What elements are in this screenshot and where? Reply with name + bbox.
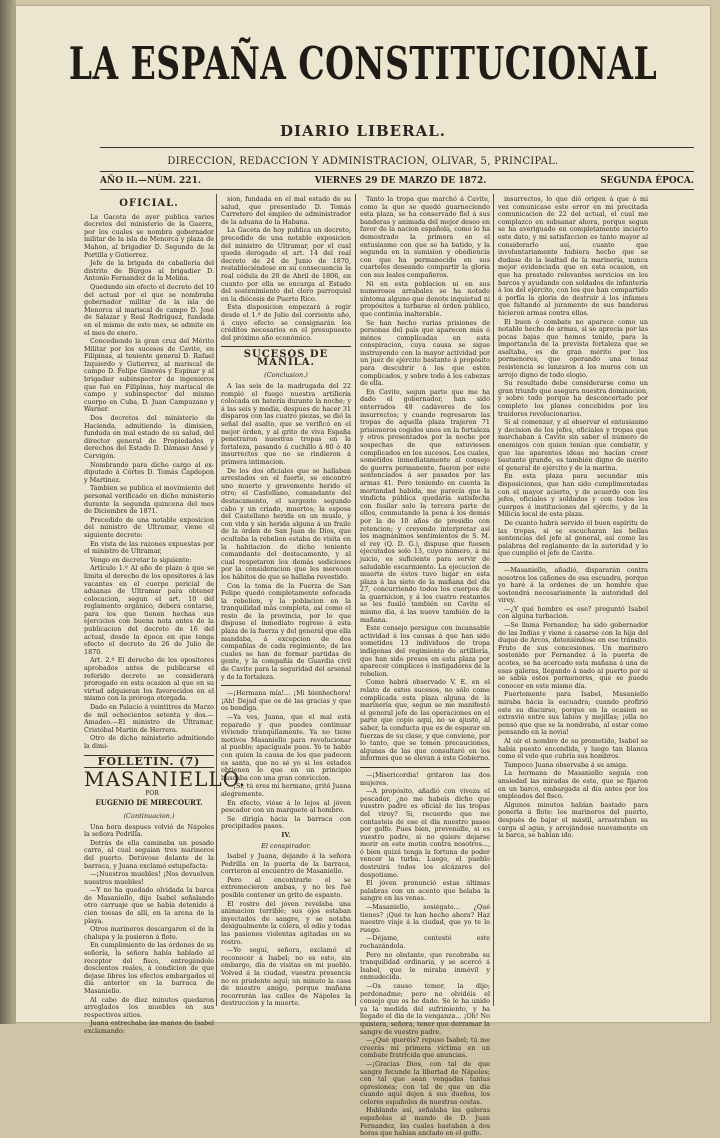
paragraph: La Gaceta de hoy publica un decreto, precedido de una notable exposicion del ministro de Ultramar, por el cual queda derogado el art. 14 del real decreto de 24 de Junio de 1870, restableciéndose en su consecuencia la real cédula de 20 de Abril de 1806, en cuanto por ella se encarga al Estado del sostenimiento del clero parroquial en la diócesis de Puerto Rico. xyxy=(221,226,351,303)
paragraph: Art. 2.º El derecho de los opositores aprobados antes de publicarse el referido decreto se considerará prorogado en esta ocasion al que en su virtud adquieran los favorecidos en el mismo con la próroga otorgada. xyxy=(84,656,214,703)
paragraph: El buen ó combate no aparece como un notable hecho de armas, si se aprecia por las pocas bajas que hemos tenido, para la importancia de la prevista fortaleza que se asaltaba, es de gran mérito por los pormenores, que operando una tenaz resistencia se lanzaron á los muros con un arrojo digno de todo elogio. xyxy=(498,317,648,379)
folletin-banner xyxy=(84,755,214,769)
paragraph: —¿Qué queréis? repuso Isabel; tú me creerás mi primera víctima en un combate fratricida que anuncias. xyxy=(360,1036,490,1060)
paragraph: Al cabo de diez minutos quedaron arreglados los muebles en sus respectivos sitios. xyxy=(84,995,214,1019)
folletin-label: FOLLETIN. xyxy=(97,754,175,768)
column-4 xyxy=(498,196,648,1008)
paragraph: Algunos minutos habían bastado para ponerla á flote: los marineros del puerto, después de bajar el mástil, arrastraban su carga al agua, y arrojándose nuevamente en la barca, se habían ido. xyxy=(498,800,648,840)
paragraph: Hablando así, señalaba las galeras españolas al mando de D. Juan Fernandez, las cuales bastaban á dos horas que habían anclado en el golfo. xyxy=(360,1106,490,1138)
paragraph: Detrás de ella caminaba un pesado carro, al cual seguian tres marineros del puerto. Detúvose delante de la barraca, y Juana exclamó estupefacta: xyxy=(84,838,214,870)
paragraph: La Gaceta de ayer publica varios decretos del ministerio de la Guerra, por los cuales se nombra gobernador militar de la isla de Menorca y plaza de Mahon, al brigadier D. Segundo de la Portilla y Gutierrez. xyxy=(84,212,214,259)
paragraph: Como habrá observado V. E. en el relato de estos sucesos, no sólo como complicada esta plaza alguna de la marinería que, segun se me manifestó el general jefe de las operaciones en el parte que copio aquí, no se ajustó, al saber, la conducta que es de esperar en fuerzas de su clase, y que conviene, por lo tanto, que se tomen precauciones, algunas de las que consultaré en los informes que se elevan á este Gobierno. xyxy=(360,678,490,763)
dateline xyxy=(100,176,694,186)
paragraph: Si al comenzar, y al observar el entusiasmo y decision de los jefes, oficiales y tropas que marchaban á Cavite sin saber el número de enemigos con quien tenían que combatir, y que las aparentes ideas me hacían creer bastante grande, es también digno de mérito el general de ejército y de la marina. xyxy=(498,418,648,472)
serial-continuation: (Continuacion.) xyxy=(123,811,175,820)
paragraph: Isabel y Juana, dejando á la señora Pedrilla en la puerta de la barraca, corrieron al encuentro de Masaniello. xyxy=(221,852,351,876)
paragraph: En vista de las razones expuestas por el ministro de Ultramar, xyxy=(84,539,214,556)
paragraph: —¡Gracias Dios, con tal de que sangre fecunde la libertad de Nápoles; con tal que sean vengadas tantas opresiones; con tal de que un día cuando aquí dejen á sus dueños, los colores españoles de nuestras costas. xyxy=(360,1059,490,1106)
paragraph: —¡Misericordia! gritaron las dos mujeres. xyxy=(360,770,490,787)
book-spine xyxy=(0,0,16,1024)
paragraph: Se han hecho varias prisiones de personas del país que aparecen más ó ménos complicadas en esta conspiracion, cuya causa se sigue instruyendo con la mayor actividad por un juez de ejército bastante á propósito para descubrir á los que estén complicados, y sobre todo á los cabezas de ella. xyxy=(360,318,490,388)
divider xyxy=(498,562,648,563)
column-1 xyxy=(84,196,247,1035)
paragraph: —Os causo temor, la dijo; perdonadme; pero no olvidéis el consejo que os he dado. Se le ha unido ya la medida del sufrimiento, y ha llegado el dia de la venganza... ¡Oh! No quisiera, señora, tener que derramar la sangre de vuestro padre. xyxy=(360,981,490,1036)
paragraph: Con la toma de la Fuerza de San Felipe quedó completamente sofocada la rebelion, y la poblacion en la tranquilidad más completa, así como el resto de la provincia, por lo que dispuse el inmediato regreso á esta plaza de la fuerza y del general que ella mandaba, á excepcion de dos compañías de cada regimiento, de las cuales se han de formar partidas de gente, y la compañía de Guardia civil de Cavite para la seguridad del arsenal y de la fortaleza. xyxy=(221,581,351,681)
paragraph: Tambien se publica el movimiento del personal verificado en dicho ministerio durante la segunda quincena del mes de Diciembre de 1871. xyxy=(84,484,214,516)
column-3 xyxy=(360,195,490,1138)
divider xyxy=(221,685,351,686)
paragraph: Tanto la tropa que marchó á Cavite, como la que se quedó guarneciendo esta plaza, se ha conservado fiel á sus banderas y animada del mejor deseo en favor de la nacion española, como lo ha demostrado la primera en el entusiasmo con que se ha batido, y la segunda en la sumision y obediencia con que ha permanecido en sus cuarteles deseando compartir la gloria con sus leales compañeros. xyxy=(360,195,490,279)
issue-epoch: SEGUNDA ÉPOCA. xyxy=(600,176,694,186)
paragraph: A las seis de la madrugada del 22 rompió el fuego nuestra artillería colocada en batería durante la noche; y á las seis y media, despues de hacer 31 disparos con las cuatro piezas, se dió la señal del asalto, que se verificó en el mejor órden, y al grito de viva España penetraron nuestras tropas en la fortaleza, pasando á cuchillo á 80 ó 40 insurrectos que no se rindieron á primera intimacion. xyxy=(221,382,351,466)
paragraph: Se dirigía hácia la barraca con precipitados pasos. xyxy=(221,814,351,831)
paragraph: —Se llama Fernandez; ha sido gobernador de las Indias y viene á casarse con la hija del duque de Arcos, deteniéndose en ese tránsito. Fruto de sus concesiones. Un marinero sostenido por Fernandez á la puerta de acotes, se ha acercado esta mañana á una de esas galeras, llegando á nado al puerto por si se sabía estos pormenores, que se puede conocer en este mismo día. xyxy=(498,621,648,690)
column-rule xyxy=(216,194,217,1006)
paragraph: Al oír el nombre de su prometido, Isabel se había puesto encendida, y luego tan blanca como el velo que cubría sus hombros. xyxy=(498,736,648,761)
paragraph: En esta plaza para secundar mis disposiciones, que han sido cumplimentadas con el mayor acierto, y de acuerdo con los jefes, oficiales y soldados y con todos los cuerpos é instituciones del ejército, y de la Milicia local de esta plaza. xyxy=(498,472,648,519)
paragraph: Ni en esta poblacion ni en sus numerosos arrabales se ha notado síntoma alguno que denote inquietud ni propósitos á turbarse el órden público, que continúa inalterable. xyxy=(360,279,490,318)
paragraph: Artículo 1.º Al año de plazo á que se limita el derecho de los opositores á las vacantes en el cuerpo pericial de aduanas de Ultramar para obtener colocacion, segun el art. 10 del reglamento orgánico, deberá contarse, para los que tienen hechas sus ejercicios con buena nota antes de la publicacion del decreto de 16 del actual, desde la época en que tenga efecto el decreto de 26 de Julio de 1870. xyxy=(84,564,214,656)
paragraph: Precedido de una notable exposicion del ministro de Ultramar, viene el siguiente decreto: xyxy=(84,515,214,539)
divider xyxy=(100,189,694,190)
paragraph: Pero al encontrarle el se extremecieron ambas, y no les fué posible contener un grito de espanto. xyxy=(221,875,351,900)
paragraph: —Yo seguí, señora, exclamó al reconocer á Isabel; no es esto, sin embargo, día de visitas en mi pueblo. Volved á la ciudad, vuestra presencia no es prudente aquí; un minuto la casa de nuestro amigo, porque mañana recorrerán las calles de Nápoles la destruccion y la muerte. xyxy=(221,946,351,1008)
serial-author: EUGENIO DE MIRECOURT. xyxy=(95,798,203,808)
divider xyxy=(100,147,694,148)
chapter-title: El conspirador. xyxy=(261,841,311,850)
paragraph: Juana estrechaba las manos de Isabel exclamando: xyxy=(84,1019,214,1035)
issue-number: AÑO II.—NÚM. 221. xyxy=(100,176,201,186)
paragraph: Una hora despues volvió de Nápoles la señora Pedrilla. xyxy=(84,822,214,839)
paragraph: Concediendo la gran cruz del Mérito Militar por los sucesos de Cavite, en Filipinas, al teniente general D. Rafael Izquierdo y Gutierrez, al mariscal de campo D. Felipe Ginovés y Espinar y al brigadier subinspector de ingenieros que fué en Filipinas, hoy mariscal de campo y subinspector del mismo cuerpo en Cuba, D. Juan Campuzano y Warner. xyxy=(84,337,214,414)
paragraph: —¡Nuestros muebles! ¡Nos devuelven nuestros muebles! xyxy=(84,870,214,886)
column-rule xyxy=(493,194,494,1006)
paragraph: Quedando sin efecto el decreto del 10 del actual por el que se nombraba gobernador militar de la isla de Menorca al mariscal de campo D. José de Salazar y Real Rodríguez, fundada en el mismo de este mes, se admite en el mes de enero. xyxy=(84,282,214,337)
paragraph: —A propósito, añadió con viveza el pescador, ¿no me habeis dicho que vuestro padre es oficial de las tropas del virey? Si, recuerdo que me contasteis de ese el día nuestro paseo por golfo. Pues bien, prevenídle, si es vuestro padre, si no quiere dejarse morir en este motin contra nosotros..., ó bien quizá tenga la fortuna de poder vencer la turba. Luego, el pueblo destruirá todos los alcázares del despotismo. xyxy=(360,787,490,879)
paragraph: La hermana de Masaniello seguía con ansiedad las miradas de este, que se fijaron en un barco, embargada al día antes por los empleados del fisco. xyxy=(498,769,648,801)
paragraph: —Masaniello, sosiégate... ¿Qué tienes? ¡Qué te han hecho ahora? Haz nuestro viaje á la ciudad, que yo te lo ruego. xyxy=(360,903,490,934)
address-line: DIRECCION, REDACCION Y ADMINISTRACION, OLIVAR, 5, PRINCIPAL. xyxy=(167,156,559,167)
masthead-subtitle: DIARIO LIBERAL. xyxy=(280,122,446,140)
paragraph: Jefe de la brigada de caballería del distrito de Búrgos al brigadier D. Antonio Fernandez de la Molina. xyxy=(84,259,214,283)
paragraph: En cumplimiento de las órdenes de su señoría, la señora había hablado al receptor del fisco, entregándole doscientos reales, á condicion de que dejase libres los efectos embargados el dia anterior en la barraca de Masaniello. xyxy=(84,941,214,995)
section-heading-manila: SUCESOS DE MANILA. xyxy=(243,349,329,368)
paragraph: En Cavite, segun parte que me ha dado el gobernador, han sido enterrados 48 cadáveres de los insurrectos; y cuando regresaron las tropas de aquella plaza trajeron 71 prisioneros cogidos unos en la fortaleza y otros presentados por la noche por sospechas de que estuviesen complicados en los sucesos. Los cuales, sometidos inmediatamente al consejo de guerra permanente, fueron por este sentenciados á ser pasados por las armas 41. Pero teniendo en cuenta la mortandad habida, me parecía que la vindicta pública quedaría satisfecha con fusilar solo la tercera parte de ellos, conmutando la pena á los demás por la de 10 años de presidio con retencion; y creyendo interpretar así los magnánimos sentimientos de S. M. el rey (Q. D. G.), dispuse que fuesen ejecutados solo 13, cuyo número, á mi juicio, es suficiente para servir de saludable escarmiento. La ejecucion de muerte de éstos tuvo lugar en esta plaza á las siete de la mañana del dia 27, concurriendo todos los cuerpos de la guarnicion, y á los cuatro restantes se les fusiló también en Cavite el mismo dia, á las nueve también de la mañana. xyxy=(360,387,490,624)
paragraph: En efecto, vióse á lo lejos al jóven pescador con un marquete al hombro. xyxy=(221,798,351,815)
paragraph: Su resultado debe considerarse como un gran triunfo que asegura nuestra dominacion, y sobre todo porque ha desconcertado por completo los planes concebidos por los traidores revolucionarios. xyxy=(498,379,648,418)
column-rule xyxy=(355,194,356,1006)
paragraph: sion, fundada en el mal estado de su salud, que presentado D. Tomás Carretero del empleo de administrador de la aduana de la Habana. xyxy=(221,195,351,226)
paragraph: Otros marineros descargaron el de la chalupa y la pusieron á flote. xyxy=(84,925,214,941)
paragraph: —Ya ves, Juana, que el mal está reparado y que puedes continuar viviendo tranquilamente. Ya no tiene motivos Masaniello para revolucionar al pueblo; apacíguale pues. Yo te hablo con quien la causa de los que padecen es santa, que no sé yo si los estados obtienen lo que en un principio buscaba con una gran conviccion. xyxy=(221,713,351,782)
paragraph: El rostro del jóven revelaba una animacion terrible; sus ojos estaban inyectados de sangre, y se notaba desigualmente la cólera, el odio y todas las pasiones violentas agitadas en su rostro. xyxy=(221,899,351,946)
paragraph: —Y no ha quedado olvidada la barca de Masaniello, dijo Isabel señalando otro carruaje que se había detenido á cien toesas de allí, en la arena de la playa. xyxy=(84,886,214,925)
divider xyxy=(360,767,490,768)
paragraph: Otro de dicho ministerio admitiendo la dimi- xyxy=(84,734,214,750)
divider xyxy=(100,171,694,172)
column-2 xyxy=(221,196,351,1008)
section-heading-oficial: OFICIAL. xyxy=(119,198,179,209)
paragraph: Nombrando para dicho cargo al ex-diputado á Córtes D. Tomás Capdepon y Martinez. xyxy=(84,460,214,484)
paragraph: De los dos oficiales que se hallaban arrestados en el fuerte, se encontró uno muerto y gravemente herido el otro; el Castellano, comandante del destacamento, el sargento segundo cabo y un criado, muertos; la esposa del Castellano herida en un muslo, y con vida y sin herida alguna á un fraile de la órden de San Juan de Dios, que ocultaba la rebelion estaba de visita en la habitacion de dicho teniente comandante del destacamento, y al cual respetaron los demás sediciosos por la consideracion que les merecen los hábitos de que se hallaba revestido. xyxy=(221,466,351,581)
divider xyxy=(221,346,351,347)
paragraph: —Déjame, contestó este rechazándola. xyxy=(360,934,490,950)
paragraph: Vengo en decretar lo siguiente: xyxy=(90,555,192,564)
paragraph: insurrectos, lo que dió origen á que á mi vez comunicase este error en mi precitada comunicacion de 22 del actual, el cual me complazco en subsanar ahora, porque segun se ha averiguado en completamente incierto este dato, y mi satisfaccion es tanto mayor al considerarlo así, cuanto que involuntariamente hubiera hecho que se dudase de la lealtad de la marinería, nunca mejor evidenciada que en esta ocasion, en que ha prestado relevantes servicios en los barcos y ayudando con soldados de infantería á los del ejército, con los que han compartido á porfía la gloria de destruir á los infames que faltando al juramento de sus banderas hicieron armas contra ellas. xyxy=(498,195,648,317)
paragraph: Esta disposicion empezará á regir desde el 1.º de Julio del corriente año, á cuyo efecto se consignarán los créditos necesarios en el presupuesto del próximo año económico. xyxy=(221,303,351,342)
paragraph: Dos decretos del ministerio de Hacienda, admitiendo la dimision, fundada en mal estado de su salud, del director general de Propiedades y derechos del Estado D. Dámaso Ansó y Cervigón. xyxy=(84,414,214,460)
paragraph: —¿Y qué hombre es ese? preguntó Isabel con alguna turbacion. xyxy=(498,604,648,621)
serial-title: MASANIELLO. xyxy=(84,767,247,792)
chapter-number: IV. xyxy=(281,830,291,839)
folletin-number: (7) xyxy=(179,754,201,768)
masthead-title: LA ESPAÑA CONSTITUCIONAL xyxy=(68,37,658,90)
paragraph: Pero no obstante, que recobraba su tranquilidad ordinaria, y se acercó á Isabel, que le miraba inmóvil y enmudecida. xyxy=(360,950,490,982)
paragraph: —¡Hermana mía!... ¡Mi bienhechora! ¡Ah! Dejad que os dé las gracias y que os bendiga. xyxy=(221,689,351,713)
newspaper-page xyxy=(16,6,710,1138)
paragraph: De cuanto habrá servido él buen espíritu de las tropas, si se escucharan las bellas sentencias del jefe al general, así como las palabras del reglamento de la autoridad y lo que cumplió el jefe de Cavite. xyxy=(498,518,648,558)
paragraph: —Masaniello, añadió, dispararán contra nosotros los cañones de esa escuadra, porque yo haré á la ordenes de un hombre que sostendrá necesariamente la autoridad del virey. xyxy=(498,565,648,605)
paragraph: Este consejo persigue con incansable actividad á los causas á que han sido sometidos 13 individuos de tropa indígenas del regimiento de artillería, que han sido presos en esta plaza por aparecer cómplices ó instigadores de la rebelion. xyxy=(360,624,490,678)
paragraph: Fuertemente para Isabel, Masaniello miraba hácia la escuadra; cuando profirió este su discurso, porque en la ocasion se extravió entre sus labios y mejillas; ¡ella no pensó que que se la nombraba, al estar como pensando en la novia! xyxy=(498,690,648,737)
paragraph: El jóven pronunció estas últimas palabras con un acento que helaba la sangre en las venas. xyxy=(360,879,490,903)
paragraph: Dado en Palacio á veintitres de Marzo de mil ochocientos setenta y dos.—Amadeo.—El ministro de Ultramar, Cristóbal Martin de Herrera. xyxy=(84,703,214,734)
paragraph: Tampoco Juana observaba á su amiga. xyxy=(504,760,628,769)
serial-por: POR xyxy=(145,789,159,797)
issue-date: VIERNES 29 DE MARZO DE 1872. xyxy=(314,176,487,186)
paragraph: —¡Si, tú eres mi hermano, gritó Juana alegremente. xyxy=(221,782,351,798)
section-conclusion: (Conclusion.) xyxy=(264,371,308,380)
